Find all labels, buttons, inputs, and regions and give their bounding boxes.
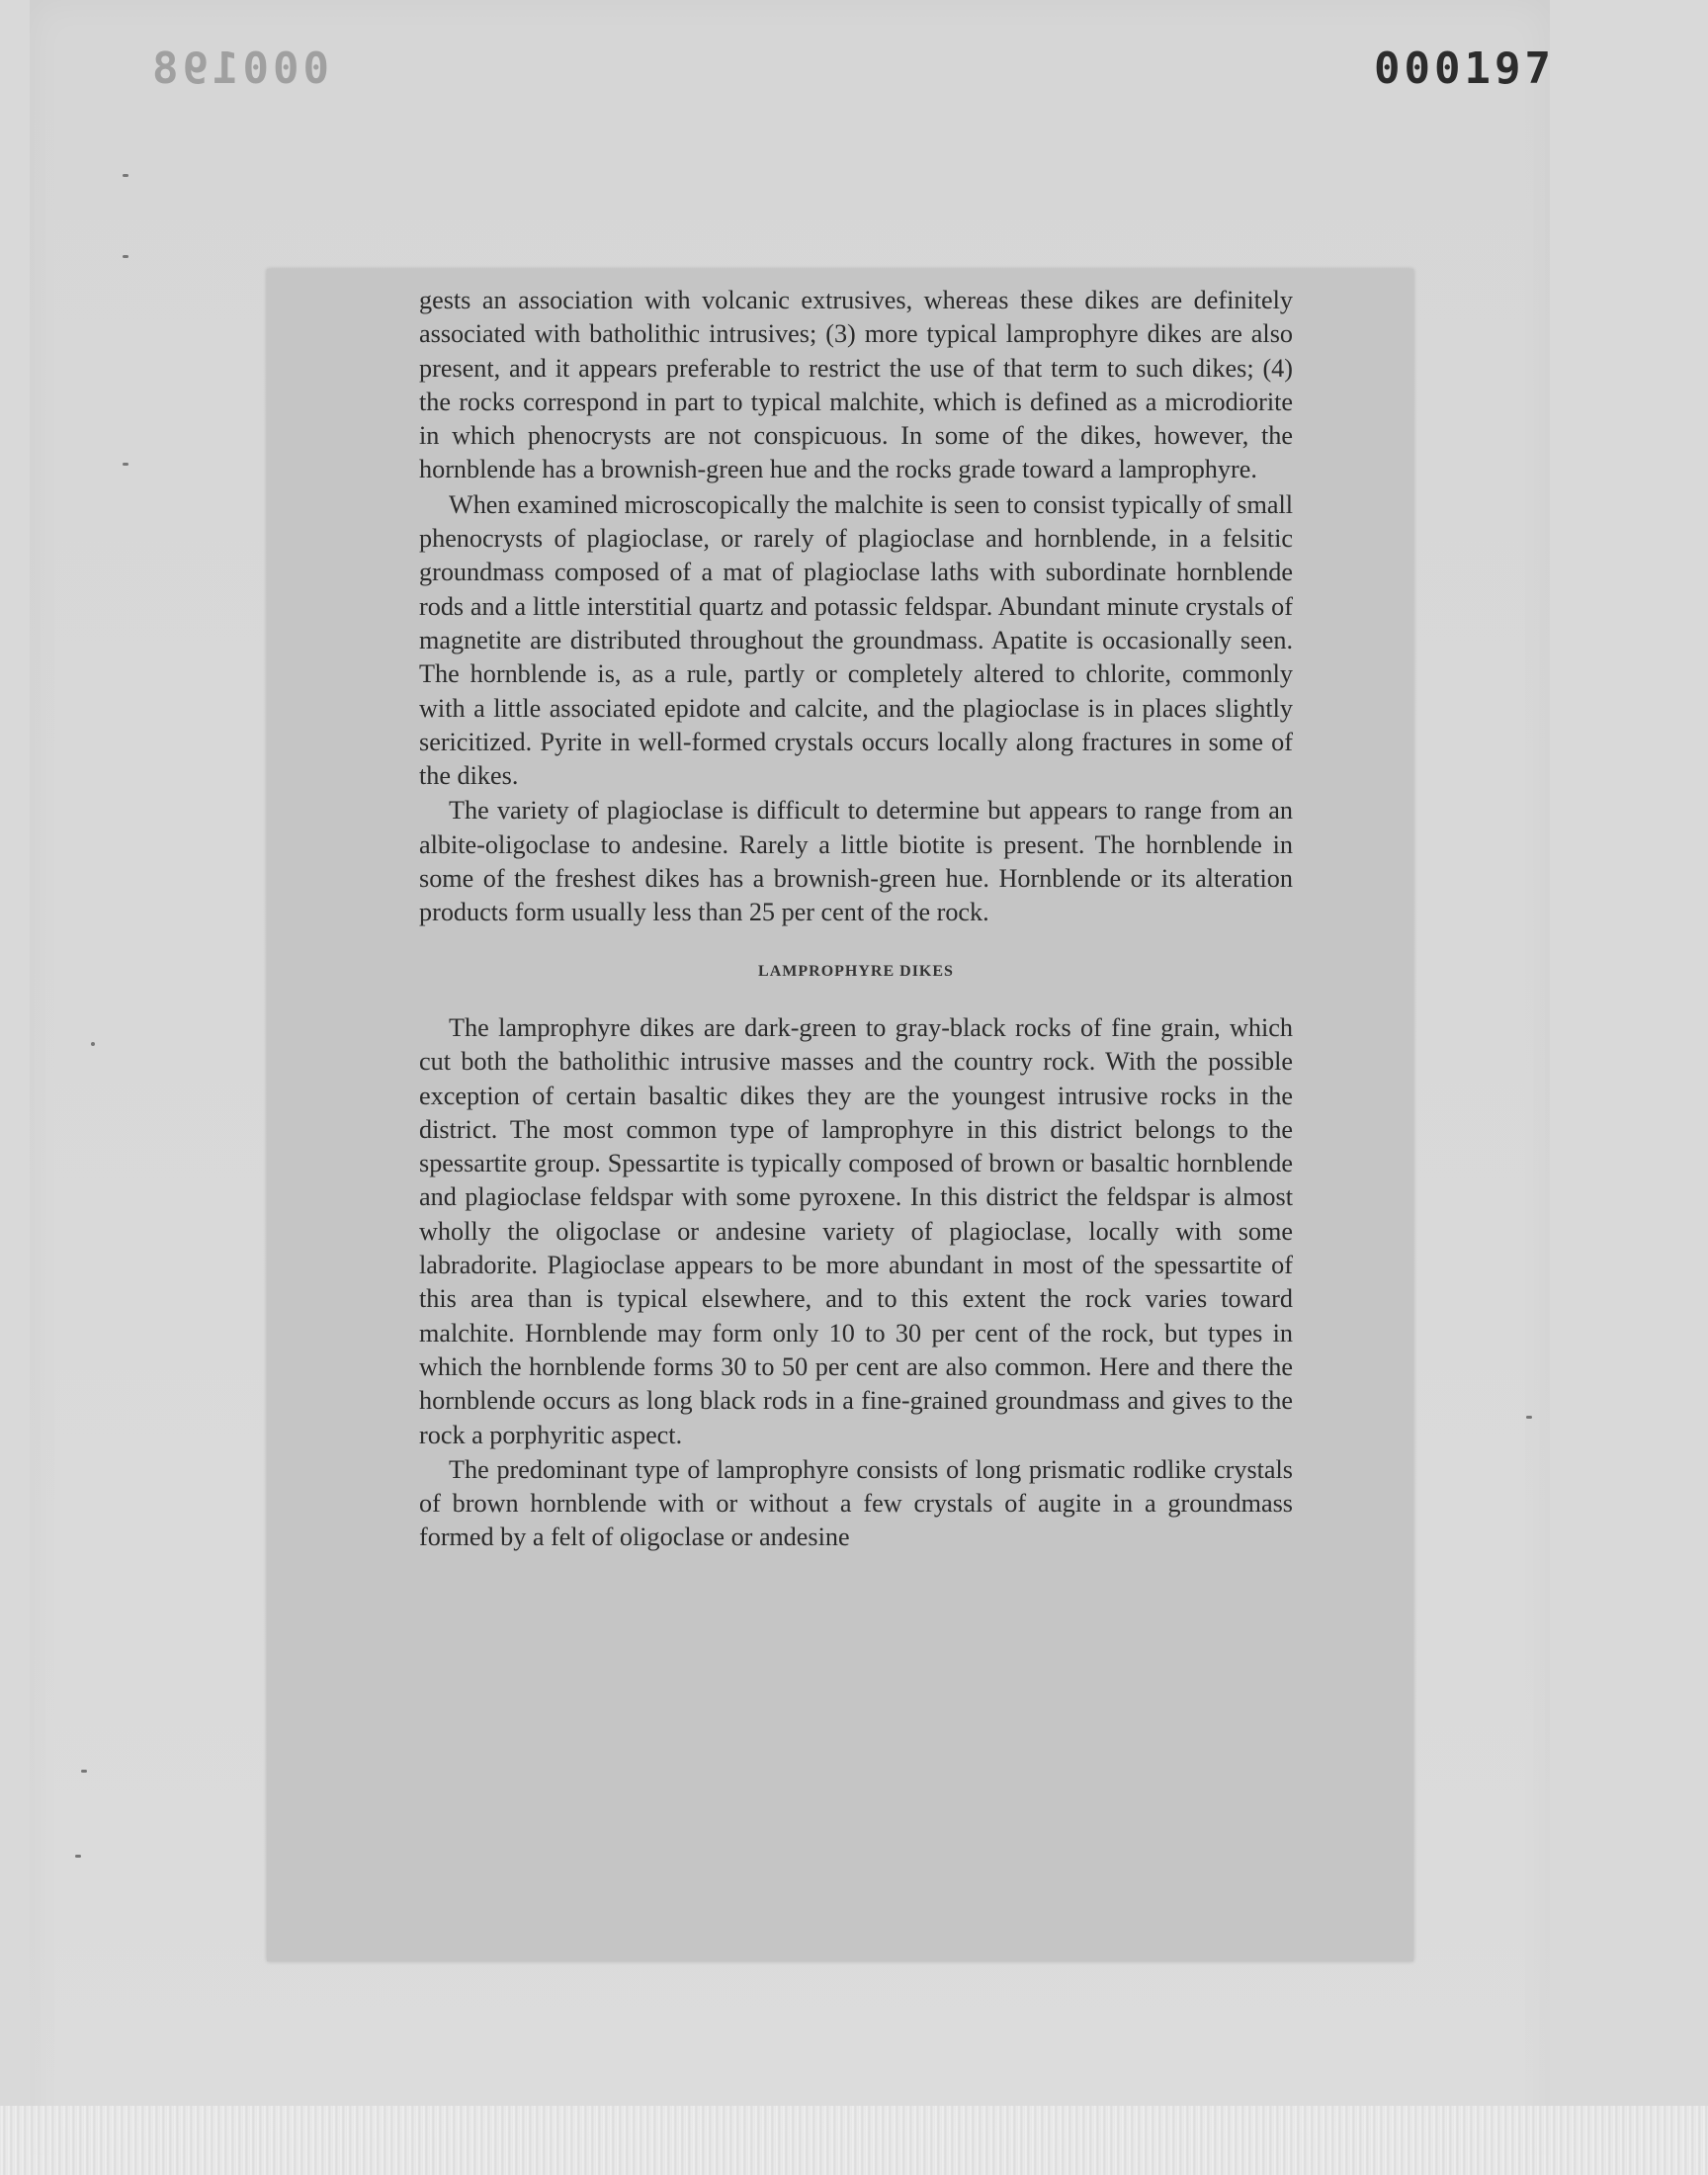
paragraph-continued: gests an association with volcanic extrusives, whereas these dikes are definitely associated with batholithic intrusives; (3) more typical lamprophyre dikes are also present, and it appears preferable to restrict the use of that term to such dikes; (4) the rocks correspond in part to typical malchite, which is defined as a microdiorite in which phenocrysts are not conspicuous. In some of the dikes, however, the hornblende has a brownish-green hue and the rocks grade toward a lamprophyre. xyxy=(419,286,1293,484)
paragraph-plagioclase-variety: The variety of plagioclase is difficult to determine but appears to range from an albite-oligoclase to andesine. Rarely a little biotite is present. The hornblende in some of the freshest dikes has a brownish-green hue. Hornblende or its alteration products form usually less than 25 per cent of the rock. xyxy=(419,796,1293,927)
section-heading: LAMPROPHYRE DIKES xyxy=(758,962,954,980)
scan-speck xyxy=(91,1042,95,1046)
paragraph-predominant-type: The predominant type of lamprophyre consists of long prismatic rodlike crystals of brown hornblende with or without a few crystals of augite in a groundmass formed by a felt of oligoclase or andesine xyxy=(419,1454,1293,1552)
page-number-stamp: 000197 xyxy=(1374,44,1555,94)
scan-speck xyxy=(123,174,128,177)
document-page xyxy=(267,269,1413,1961)
bleed-through-page-number: 000198 xyxy=(148,44,329,94)
paragraph-malchite-microscopy: When examined microscopically the malchite is seen to consist typically of small phenocrysts of plagioclase, or rarely of plagioclase and hornblende, in a felsitic groundmass composed of a mat of plagioclase laths with subordinate hornblende rods and a little interstitial quartz and potassic feldspar. Abundant minute crystals of magnetite are distributed throughout the groundmass. Apatite is occasionally seen. The hornblende is, as a rule, partly or completely altered to chlorite, commonly with a little associated epidote and calcite, and the plagioclase is in places slightly sericitized. Pyrite in well-formed crystals occurs locally along fractures in some of the dikes. xyxy=(419,489,1293,791)
scanner-edge-strip xyxy=(0,2106,1708,2175)
scan-speck xyxy=(81,1770,87,1773)
scan-speck xyxy=(123,463,128,466)
scan-speck xyxy=(75,1855,81,1858)
scan-speck xyxy=(1526,1416,1532,1419)
body-text xyxy=(419,284,1293,1556)
scan-speck xyxy=(123,255,128,258)
paragraph-lamprophyre-dikes: The lamprophyre dikes are dark-green to gray-black rocks of fine grain, which cut both the batholithic intrusive masses and the country rock. With the possible exception of certain basaltic dikes they are the youngest intrusive rocks in the district. The most common type of lamprophyre in this district belongs to the spessartite group. Spessartite is typically composed of brown or basaltic hornblende and plagioclase feldspar with some pyroxene. In this district the feldspar is almost wholly the oligoclase or andesine variety of plagioclase, locally with some labradorite. Plagioclase appears to be more abundant in most of the spessartite of this area than is typical elsewhere, and to this extent the rock varies toward malchite. Hornblende may form only 10 to 30 per cent of the rock, but types in which the hornblende forms 30 to 50 per cent are also common. Here and there the hornblende occurs as long black rods in a fine-grained groundmass and gives to the rock a porphyritic aspect. xyxy=(419,1012,1293,1449)
